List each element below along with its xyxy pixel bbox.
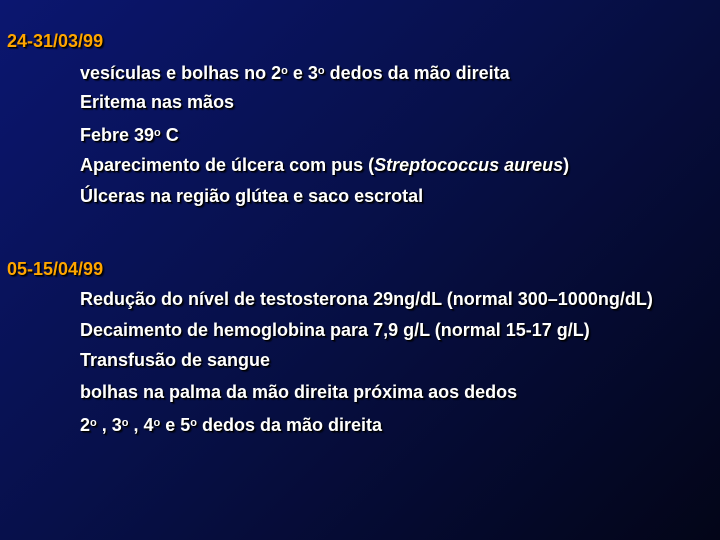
date-heading-1: 24-31/03/99 [7,31,104,51]
list-item: vesículas e bolhas no 2$^o$ e 3$^o$ dedos da mão direita [80,63,510,83]
list-item: bolhas na palma da mão direita próxima aos dedos [80,382,518,402]
list-item: Transfusão de sangue [80,350,271,370]
list-item: Aparecimento de úlcera com pus (Streptococcus aureus) [80,155,570,175]
list-item: 2$^o$ , 3$^o$ , 4$^o$ e 5$^o$ dedos da mão direita [80,415,383,435]
list-item: Decaimento de hemoglobina para 7,9 g/L (normal 15-17 g/L) [80,320,590,340]
list-item: Redução do nível de testosterona 29ng/dL (normal 300–1000ng/dL) [80,289,653,309]
list-item: Eritema nas mãos [80,92,235,112]
list-item: Úlceras na região glútea e saco escrotal [80,186,424,206]
list-item: Febre 39$^o$ C [80,125,179,145]
date-heading-2: 05-15/04/99 [7,259,104,279]
